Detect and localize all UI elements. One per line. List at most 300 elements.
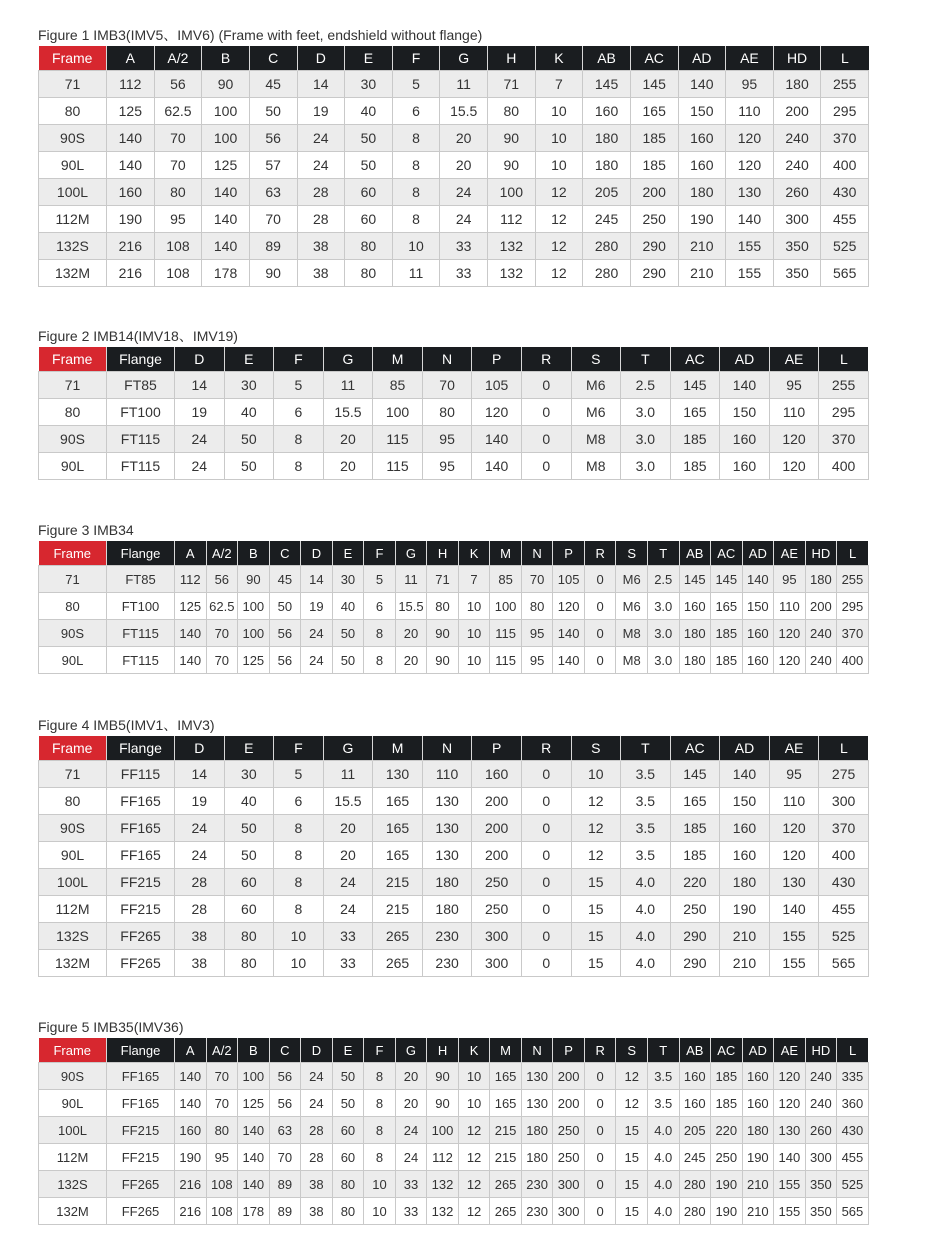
table-cell: 180 xyxy=(805,566,837,593)
table-cell: 50 xyxy=(345,125,393,152)
table-row xyxy=(39,399,869,426)
table-cell: FF115 xyxy=(107,761,175,788)
table-cell: 140 xyxy=(238,1171,270,1198)
table-cell: 100L xyxy=(39,1117,107,1144)
table-cell: 24 xyxy=(297,152,345,179)
column-header: HD xyxy=(805,1038,837,1063)
table-cell: 10 xyxy=(458,593,490,620)
column-header: L xyxy=(837,541,869,566)
table-cell: 80 xyxy=(345,260,393,287)
table-cell: 160 xyxy=(679,593,711,620)
table-cell: 350 xyxy=(805,1198,837,1225)
table-cell: 63 xyxy=(269,1117,301,1144)
table-cell: 3.0 xyxy=(647,647,679,674)
table-cell: 38 xyxy=(175,923,225,950)
table-cell: 90 xyxy=(202,71,250,98)
table-cell: 8 xyxy=(364,1144,396,1171)
table-cell: 180 xyxy=(422,896,472,923)
table-cell: 300 xyxy=(805,1144,837,1171)
column-header: R xyxy=(584,1038,616,1063)
column-header: E xyxy=(332,1038,364,1063)
table-cell: 7 xyxy=(458,566,490,593)
table-cell: 190 xyxy=(711,1171,743,1198)
table-cell: 7 xyxy=(535,71,583,98)
table-cell: 300 xyxy=(773,206,821,233)
table-cell: 100L xyxy=(39,179,107,206)
table-cell: 120 xyxy=(774,647,806,674)
column-header: AE xyxy=(774,1038,806,1063)
table-cell: 19 xyxy=(301,593,333,620)
table-cell: 70 xyxy=(521,566,553,593)
table-cell: 50 xyxy=(224,815,274,842)
table-cell: 0 xyxy=(521,923,571,950)
table-row xyxy=(39,426,869,453)
table-cell: 200 xyxy=(472,842,522,869)
table-cell: 70 xyxy=(269,1144,301,1171)
table-cell: 38 xyxy=(297,233,345,260)
table-cell: 50 xyxy=(269,593,301,620)
table-cell: M8 xyxy=(571,426,621,453)
table-cell: 50 xyxy=(332,1063,364,1090)
table-cell: 255 xyxy=(821,71,869,98)
table-cell: 24 xyxy=(440,179,488,206)
table-cell: 40 xyxy=(332,593,364,620)
table-cell: 185 xyxy=(670,426,720,453)
table-cell: 15 xyxy=(616,1198,648,1225)
table-cell: 95 xyxy=(769,372,819,399)
table-cell: 90L xyxy=(39,1090,107,1117)
table-cell: 95 xyxy=(154,206,202,233)
table-cell: 2.5 xyxy=(647,566,679,593)
table-cell: 200 xyxy=(773,98,821,125)
table-cell: 14 xyxy=(301,566,333,593)
table-cell: 290 xyxy=(630,233,678,260)
table-cell: 130 xyxy=(422,815,472,842)
table-cell: 0 xyxy=(584,1198,616,1225)
table-cell: 215 xyxy=(490,1144,522,1171)
table-cell: 0 xyxy=(521,815,571,842)
table-row xyxy=(39,1144,869,1171)
table-cell: 140 xyxy=(769,896,819,923)
table-cell: 95 xyxy=(726,71,774,98)
column-header: P xyxy=(553,541,585,566)
column-header: R xyxy=(521,347,571,372)
table-cell: 15 xyxy=(571,869,621,896)
table-cell: 140 xyxy=(175,647,207,674)
table-cell: FF265 xyxy=(107,950,175,977)
table-cell: 12 xyxy=(535,179,583,206)
table-cell: 112M xyxy=(39,896,107,923)
column-header: L xyxy=(819,736,869,761)
table-cell: 0 xyxy=(584,620,616,647)
table-cell: 125 xyxy=(107,98,155,125)
table-cell: 8 xyxy=(392,152,440,179)
table-cell: 180 xyxy=(679,620,711,647)
table-cell: 95 xyxy=(206,1144,238,1171)
table-cell: 24 xyxy=(301,647,333,674)
table-cell: FT85 xyxy=(107,372,175,399)
table-cell: 280 xyxy=(583,233,631,260)
table-cell: 180 xyxy=(422,869,472,896)
table-cell: 230 xyxy=(521,1198,553,1225)
table-cell: 210 xyxy=(678,233,726,260)
table-cell: 112M xyxy=(39,1144,107,1171)
table-cell: 160 xyxy=(678,125,726,152)
table-cell: 8 xyxy=(392,206,440,233)
figure-3-table xyxy=(38,541,869,674)
column-header: F xyxy=(364,1038,396,1063)
column-header: A/2 xyxy=(154,46,202,71)
table-cell: 140 xyxy=(472,453,522,480)
table-cell: 8 xyxy=(274,842,324,869)
table-cell: 155 xyxy=(769,923,819,950)
table-cell: 90 xyxy=(427,1090,459,1117)
table-cell: 30 xyxy=(224,372,274,399)
table-cell: 19 xyxy=(175,788,225,815)
table-row xyxy=(39,152,869,179)
table-cell: 400 xyxy=(837,647,869,674)
table-cell: 4.0 xyxy=(621,896,671,923)
table-cell: 230 xyxy=(422,923,472,950)
table-cell: FF215 xyxy=(107,1144,175,1171)
column-header: T xyxy=(647,1038,679,1063)
table-cell: 14 xyxy=(297,71,345,98)
table-cell: 230 xyxy=(422,950,472,977)
table-cell: 80 xyxy=(345,233,393,260)
column-header: A xyxy=(175,1038,207,1063)
table-cell: 80 xyxy=(154,179,202,206)
table-cell: 185 xyxy=(670,815,720,842)
table-cell: 165 xyxy=(373,842,423,869)
table-cell: 56 xyxy=(269,1063,301,1090)
table-cell: 145 xyxy=(711,566,743,593)
table-cell: 8 xyxy=(392,125,440,152)
table-cell: 220 xyxy=(711,1117,743,1144)
table-cell: 0 xyxy=(584,1144,616,1171)
column-header: E xyxy=(345,46,393,71)
table-cell: 240 xyxy=(805,620,837,647)
table-cell: 145 xyxy=(670,761,720,788)
table-cell: 12 xyxy=(535,206,583,233)
table-cell: 155 xyxy=(726,233,774,260)
table-cell: 8 xyxy=(364,647,396,674)
table-cell: 4.0 xyxy=(621,950,671,977)
table-cell: 70 xyxy=(154,125,202,152)
table-cell: 90 xyxy=(488,125,536,152)
table-cell: 140 xyxy=(107,125,155,152)
table-cell: 11 xyxy=(440,71,488,98)
table-cell: 10 xyxy=(364,1198,396,1225)
table-cell: 24 xyxy=(301,1090,333,1117)
header-row xyxy=(39,46,869,71)
table-cell: 63 xyxy=(249,179,297,206)
table-cell: 140 xyxy=(726,206,774,233)
table-cell: 80 xyxy=(39,788,107,815)
column-header: H xyxy=(427,541,459,566)
table-cell: 178 xyxy=(238,1198,270,1225)
column-header: E xyxy=(224,736,274,761)
table-cell: 45 xyxy=(269,566,301,593)
table-cell: 4.0 xyxy=(647,1198,679,1225)
table-cell: 190 xyxy=(720,896,770,923)
table-cell: 20 xyxy=(323,426,373,453)
table-cell: 8 xyxy=(274,426,324,453)
table-cell: 112 xyxy=(175,566,207,593)
table-cell: 200 xyxy=(472,815,522,842)
table-cell: 33 xyxy=(440,260,488,287)
table-cell: 120 xyxy=(769,453,819,480)
column-header: AE xyxy=(769,347,819,372)
figure-5-title: Figure 5 IMB35(IMV36) xyxy=(38,1019,184,1035)
column-header: L xyxy=(819,347,869,372)
table-cell: 85 xyxy=(490,566,522,593)
table-cell: 120 xyxy=(774,1063,806,1090)
table-cell: 132 xyxy=(427,1171,459,1198)
table-cell: 110 xyxy=(726,98,774,125)
table-cell: 160 xyxy=(679,1090,711,1117)
table-cell: 0 xyxy=(521,950,571,977)
table-cell: 20 xyxy=(440,125,488,152)
table-cell: 290 xyxy=(670,950,720,977)
table-cell: 15.5 xyxy=(323,788,373,815)
table-row xyxy=(39,950,869,977)
table-cell: 3.0 xyxy=(621,453,671,480)
table-cell: 0 xyxy=(584,647,616,674)
table-cell: 455 xyxy=(821,206,869,233)
table-cell: 3.5 xyxy=(647,1090,679,1117)
column-header: A/2 xyxy=(206,1038,238,1063)
table-cell: 15 xyxy=(616,1144,648,1171)
column-header: T xyxy=(621,736,671,761)
table-cell: 24 xyxy=(175,426,225,453)
table-cell: 14 xyxy=(175,372,225,399)
table-row xyxy=(39,620,869,647)
table-cell: 10 xyxy=(458,1090,490,1117)
table-cell: 12 xyxy=(458,1117,490,1144)
table-cell: 4.0 xyxy=(647,1117,679,1144)
table-cell: 0 xyxy=(521,372,571,399)
table-cell: 190 xyxy=(175,1144,207,1171)
table-cell: 28 xyxy=(297,206,345,233)
table-cell: 165 xyxy=(490,1090,522,1117)
table-cell: 160 xyxy=(720,426,770,453)
table-cell: 20 xyxy=(395,1090,427,1117)
table-cell: 230 xyxy=(521,1171,553,1198)
table-cell: 24 xyxy=(175,815,225,842)
table-cell: 33 xyxy=(395,1198,427,1225)
table-cell: 165 xyxy=(711,593,743,620)
column-header: N xyxy=(422,347,472,372)
column-header: S xyxy=(616,541,648,566)
table-cell: 3.5 xyxy=(621,815,671,842)
table-cell: 130 xyxy=(726,179,774,206)
table-cell: 100L xyxy=(39,869,107,896)
table-cell: 200 xyxy=(630,179,678,206)
table-cell: 0 xyxy=(584,1063,616,1090)
table-cell: 24 xyxy=(301,1063,333,1090)
table-cell: 132 xyxy=(488,233,536,260)
table-cell: 300 xyxy=(553,1171,585,1198)
column-header: F xyxy=(274,736,324,761)
column-header: Frame xyxy=(39,46,107,71)
header-row xyxy=(39,347,869,372)
column-header: Flange xyxy=(107,347,175,372)
table-cell: 210 xyxy=(720,950,770,977)
table-cell: 15 xyxy=(616,1171,648,1198)
table-cell: 290 xyxy=(670,923,720,950)
table-cell: 20 xyxy=(395,647,427,674)
header-row xyxy=(39,541,869,566)
table-cell: 3.0 xyxy=(621,426,671,453)
table-cell: 20 xyxy=(395,1063,427,1090)
table-cell: 430 xyxy=(819,869,869,896)
column-header: A xyxy=(107,46,155,71)
table-cell: 165 xyxy=(490,1063,522,1090)
table-cell: M6 xyxy=(571,399,621,426)
table-cell: 80 xyxy=(224,923,274,950)
table-cell: 60 xyxy=(332,1144,364,1171)
table-row xyxy=(39,1198,869,1225)
table-cell: 95 xyxy=(769,761,819,788)
table-cell: 24 xyxy=(395,1117,427,1144)
table-cell: 24 xyxy=(175,842,225,869)
table-cell: 180 xyxy=(583,125,631,152)
table-cell: 15.5 xyxy=(440,98,488,125)
table-cell: 50 xyxy=(249,98,297,125)
table-cell: 112 xyxy=(107,71,155,98)
table-cell: 132M xyxy=(39,1198,107,1225)
table-cell: 140 xyxy=(107,152,155,179)
table-cell: 62.5 xyxy=(154,98,202,125)
table-cell: 190 xyxy=(678,206,726,233)
table-cell: 8 xyxy=(364,1090,396,1117)
column-header: AC xyxy=(670,736,720,761)
table-cell: 0 xyxy=(521,761,571,788)
table-row xyxy=(39,233,869,260)
table-cell: FF165 xyxy=(107,842,175,869)
column-header: S xyxy=(571,347,621,372)
table-row xyxy=(39,647,869,674)
table-cell: 115 xyxy=(373,453,423,480)
table-cell: 3.5 xyxy=(621,842,671,869)
table-cell: 178 xyxy=(202,260,250,287)
table-cell: 120 xyxy=(769,815,819,842)
table-cell: 132M xyxy=(39,260,107,287)
column-header: D xyxy=(301,1038,333,1063)
table-cell: 8 xyxy=(364,1117,396,1144)
table-cell: 245 xyxy=(583,206,631,233)
figure-4-title: Figure 4 IMB5(IMV1、IMV3) xyxy=(38,717,215,733)
column-header: HD xyxy=(773,46,821,71)
column-header: Flange xyxy=(107,1038,175,1063)
table-cell: 190 xyxy=(742,1144,774,1171)
figure-1-title: Figure 1 IMB3(IMV5、IMV6) (Frame with feet, endshield without flange) xyxy=(38,27,483,43)
table-cell: 295 xyxy=(821,98,869,125)
table-cell: 455 xyxy=(837,1144,869,1171)
table-cell: 105 xyxy=(553,566,585,593)
table-cell: 250 xyxy=(670,896,720,923)
table-cell: 28 xyxy=(175,869,225,896)
table-cell: 50 xyxy=(224,842,274,869)
table-cell: 8 xyxy=(364,1063,396,1090)
table-cell: 275 xyxy=(819,761,869,788)
table-cell: 210 xyxy=(678,260,726,287)
column-header: Frame xyxy=(39,347,107,372)
table-cell: 85 xyxy=(373,372,423,399)
column-header: N xyxy=(422,736,472,761)
table-cell: 95 xyxy=(774,566,806,593)
table-cell: 30 xyxy=(345,71,393,98)
column-header: Frame xyxy=(39,736,107,761)
column-header: B xyxy=(238,541,270,566)
table-cell: 15 xyxy=(571,923,621,950)
table-cell: 10 xyxy=(535,125,583,152)
table-cell: 115 xyxy=(490,620,522,647)
table-cell: 5 xyxy=(274,372,324,399)
table-cell: 24 xyxy=(323,869,373,896)
table-cell: 80 xyxy=(39,399,107,426)
table-cell: 0 xyxy=(584,1090,616,1117)
table-cell: 300 xyxy=(553,1198,585,1225)
table-cell: FF165 xyxy=(107,788,175,815)
table-cell: 400 xyxy=(819,842,869,869)
table-cell: 255 xyxy=(819,372,869,399)
table-cell: 100 xyxy=(238,1063,270,1090)
table-cell: 10 xyxy=(571,761,621,788)
table-cell: 14 xyxy=(175,761,225,788)
table-cell: 140 xyxy=(175,1063,207,1090)
table-cell: 50 xyxy=(345,152,393,179)
table-cell: 0 xyxy=(584,1117,616,1144)
table-cell: 33 xyxy=(395,1171,427,1198)
table-cell: 200 xyxy=(805,593,837,620)
table-cell: 300 xyxy=(472,950,522,977)
table-cell: 90S xyxy=(39,426,107,453)
column-header: H xyxy=(488,46,536,71)
table-cell: 215 xyxy=(373,896,423,923)
table-cell: 38 xyxy=(297,260,345,287)
column-header: P xyxy=(472,347,522,372)
table-cell: 115 xyxy=(373,426,423,453)
table-cell: 71 xyxy=(39,761,107,788)
table-row xyxy=(39,1117,869,1144)
table-cell: 370 xyxy=(821,125,869,152)
table-cell: 265 xyxy=(373,950,423,977)
table-cell: 140 xyxy=(202,179,250,206)
table-cell: 160 xyxy=(742,647,774,674)
column-header: AD xyxy=(720,736,770,761)
table-cell: 140 xyxy=(202,233,250,260)
table-cell: 185 xyxy=(670,453,720,480)
table-cell: 10 xyxy=(458,647,490,674)
column-header: Frame xyxy=(39,541,107,566)
column-header: D xyxy=(297,46,345,71)
column-header: L xyxy=(837,1038,869,1063)
table-cell: 3.0 xyxy=(621,399,671,426)
table-cell: 115 xyxy=(490,647,522,674)
table-cell: 140 xyxy=(720,372,770,399)
table-cell: 108 xyxy=(154,233,202,260)
table-cell: 95 xyxy=(521,620,553,647)
table-cell: M6 xyxy=(616,566,648,593)
table-cell: 90S xyxy=(39,125,107,152)
table-cell: 180 xyxy=(773,71,821,98)
table-cell: 110 xyxy=(769,399,819,426)
column-header: D xyxy=(175,736,225,761)
table-cell: 120 xyxy=(472,399,522,426)
column-header: AC xyxy=(711,1038,743,1063)
column-header: B xyxy=(238,1038,270,1063)
